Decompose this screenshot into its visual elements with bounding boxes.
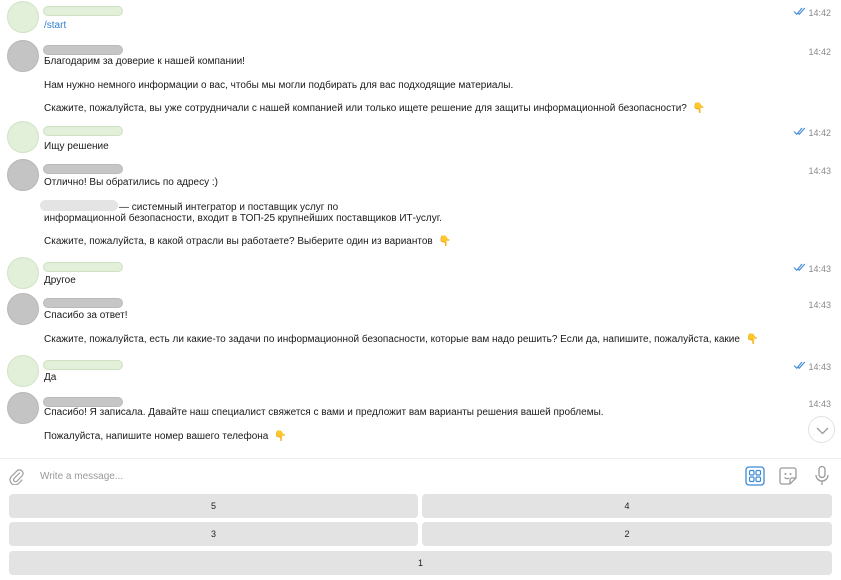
pointing-down-emoji: 👇 [745, 334, 759, 345]
avatar[interactable] [7, 257, 39, 289]
double-check-icon [793, 126, 807, 136]
message-text: Благодарим за доверие к нашей компании! [44, 56, 245, 67]
message-time: 14:42 [808, 8, 831, 18]
message-time: 14:43 [808, 362, 831, 372]
message-text: Пожалуйста, напишите номер вашего телефона 👇 [44, 431, 287, 442]
microphone-icon[interactable] [813, 465, 831, 487]
bot-keyboard-icon[interactable] [745, 466, 765, 486]
reply-button-1[interactable]: 1 [9, 551, 832, 575]
message-time: 14:43 [808, 166, 831, 176]
message-time: 14:43 [808, 264, 831, 274]
paperclip-icon[interactable] [8, 467, 24, 485]
message-time: 14:42 [808, 128, 831, 138]
reply-button-2[interactable]: 2 [422, 522, 832, 546]
message-text: Другое [44, 275, 76, 286]
message-text[interactable]: /start [44, 20, 67, 31]
avatar[interactable] [7, 121, 39, 153]
avatar[interactable] [7, 159, 39, 191]
pointing-down-emoji: 👇 [274, 431, 287, 442]
sender-name [43, 397, 123, 407]
sender-name [43, 6, 123, 16]
sender-name [43, 126, 123, 136]
message-text: — системный интегратор и поставщик услуг по [40, 200, 338, 213]
message-text: Скажите, пожалуйста, вы уже сотрудничали с нашей компанией или только ищете решение для защиты информационной безопасности? 👇 [44, 103, 706, 114]
message-text: Скажите, пожалуйста, есть ли какие-то задачи по информационной безопасности, которые вам надо решить? Если да, напишите, пожалуйста, какие 👇 [44, 334, 759, 345]
pointing-down-emoji: 👇 [438, 236, 452, 247]
message-text: информационной безопасности, входит в ТОП-25 крупнейших поставщиков ИТ-услуг. [44, 213, 442, 224]
reply-button-4[interactable]: 4 [422, 494, 832, 518]
sticker-icon[interactable] [778, 466, 798, 486]
chevron-down-icon [809, 417, 836, 444]
avatar[interactable] [7, 1, 39, 33]
redacted-company-name [40, 200, 118, 211]
reply-button-5[interactable]: 5 [9, 494, 418, 518]
sender-name [43, 45, 123, 55]
message-time: 14:43 [808, 300, 831, 310]
scroll-down-button[interactable] [808, 416, 835, 443]
double-check-icon [793, 262, 807, 272]
double-check-icon [793, 360, 807, 370]
sender-name [43, 164, 123, 174]
message-time: 14:43 [808, 399, 831, 409]
message-text: Да [44, 372, 57, 383]
bot-reply-keyboard [0, 491, 841, 580]
message-text: Спасибо за ответ! [44, 310, 128, 321]
sender-name [43, 360, 123, 370]
message-text: Нам нужно немного информации о вас, чтобы мы могли подбирать для вас подходящие материалы. [44, 80, 514, 91]
message-time: 14:42 [808, 47, 831, 57]
double-check-icon [793, 6, 807, 16]
pointing-down-emoji: 👇 [692, 103, 706, 114]
message-composer [0, 458, 841, 491]
avatar[interactable] [7, 392, 39, 424]
avatar[interactable] [7, 293, 39, 325]
message-text: Отлично! Вы обратились по адресу :) [44, 177, 218, 188]
avatar[interactable] [7, 40, 39, 72]
reply-button-3[interactable]: 3 [9, 522, 418, 546]
sender-name [43, 262, 123, 272]
message-text: Спасибо! Я записала. Давайте наш специалист свяжется с вами и предложит вам варианты решения вашей проблемы. [44, 407, 604, 418]
avatar[interactable] [7, 355, 39, 387]
message-text: Ищу решение [44, 141, 109, 152]
sender-name [43, 298, 123, 308]
message-text: Скажите, пожалуйста, в какой отрасли вы работаете? Выберите один из вариантов 👇 [44, 236, 452, 247]
message-input[interactable] [40, 467, 720, 485]
